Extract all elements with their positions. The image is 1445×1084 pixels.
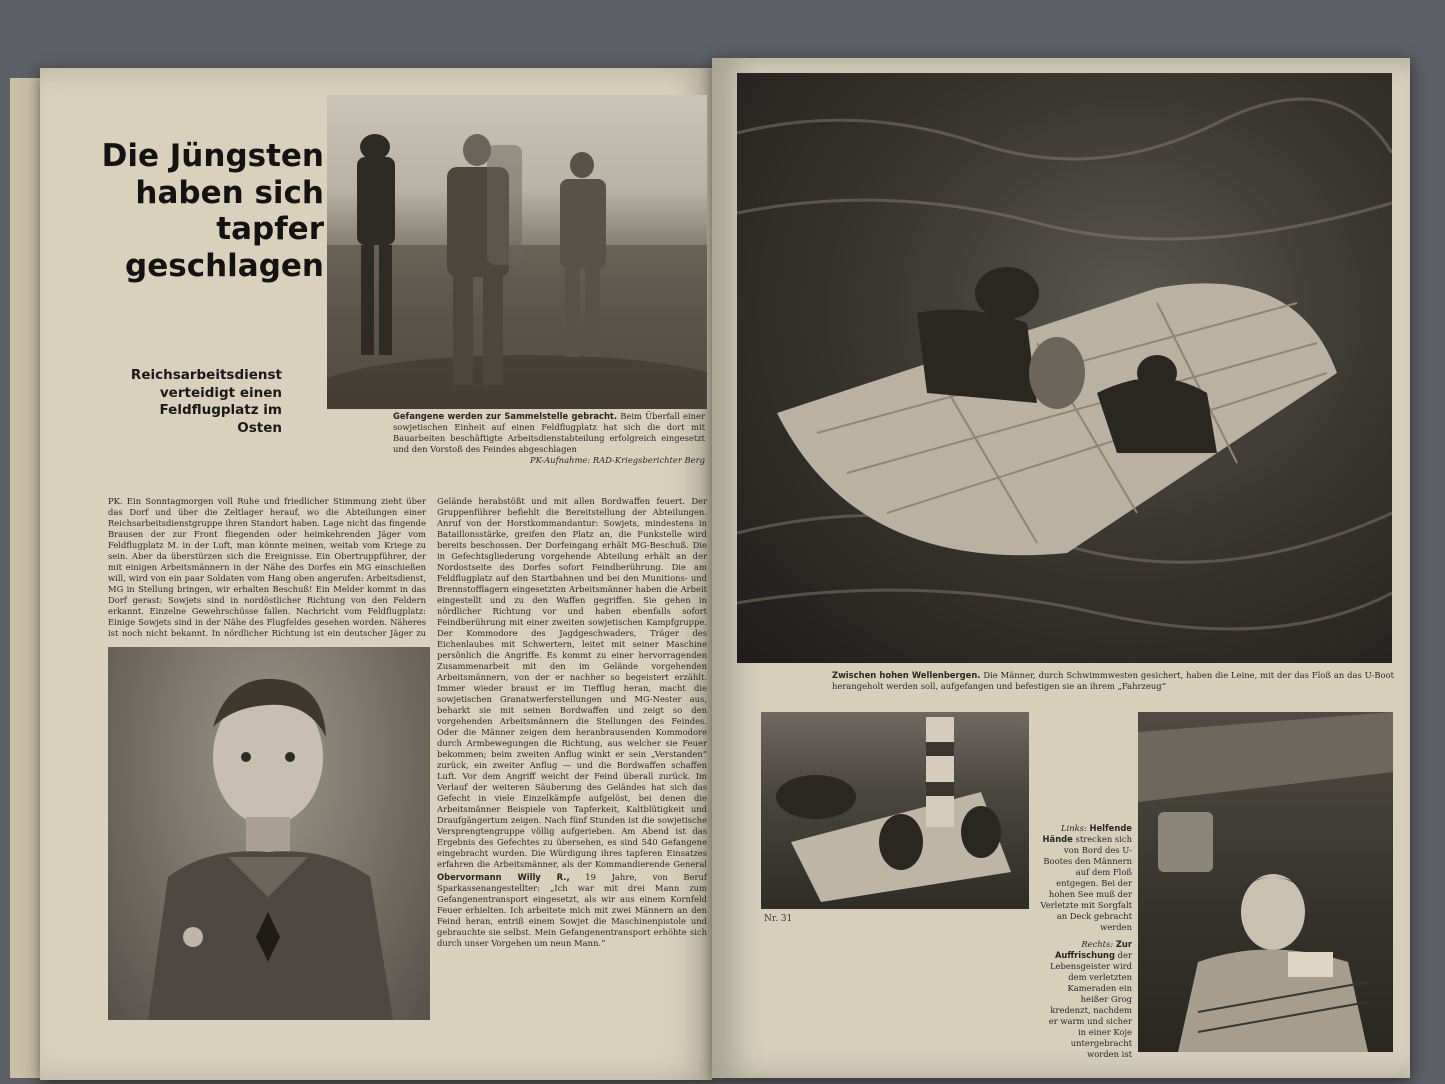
raft-illustration bbox=[737, 73, 1392, 663]
helping-hands-photo bbox=[761, 712, 1029, 909]
bunk-photo bbox=[1138, 712, 1393, 1052]
raft-caption-title: Zwischen hohen Wellenbergen. bbox=[832, 670, 981, 680]
headline-line-1: Die Jüngsten bbox=[101, 138, 324, 174]
refresh-caption-block bbox=[1040, 939, 1132, 1060]
caption-left-label: Links: bbox=[1060, 823, 1087, 833]
prisoners-photo-credit: PK-Aufnahme: RAD-Kriegsberichter Berg bbox=[530, 455, 705, 465]
raft-caption-text: Die Männer, durch Schwimmwesten gesichert, haben die Leine, mit der das Floß an das U-Boot herangeholt werden soll, aufgefangen und befestigen sie an ihrem „Fahrzeug“ bbox=[832, 670, 1394, 691]
portrait-illustration bbox=[108, 647, 430, 1020]
subhead-line-3: Feldflugplatz im bbox=[159, 402, 282, 419]
prisoners-photo bbox=[327, 95, 707, 409]
prisoners-caption-text: Beim Überfall einer sowjetischen Einheit auf einen Feldflugplatz hat sich die dort mit Bauarbeiten beschäftigte Arbeitsdienstabteilung erfolgreich eingesetzt und den Vorstoß des Feindes abgeschlagen bbox=[393, 411, 705, 454]
raft-photo-caption bbox=[832, 670, 1394, 692]
article-column-2-text: Gelände herabstößt und mit allen Bordwaffen feuert. Der Gruppenführer befiehlt die Bereitstellung der Abteilungen. Anruf von der Horstkommandantur: Sowjets, mindestens in Bataillonsstärke, greifen den Platz an, die Funkstelle wird bereits beschossen. Der Dorfeingang erhält MG-Beschuß. Die in Gefechtsgliederung vorgehende Abteilung erhält an der Nordostseite des Dorfes sofort Feindberührung. Die am Feldflugplatz auf den Startbahnen und bei den Munitions- und Brennstofflagern eingesetzten Arbeitsmänner haben die Arbeit eingestellt und zu den Waffen gegriffen. Sie gehen in nördlicher Richtung vor und haben ebenfalls sofort Feindberührung mit einer zweiten sowjetischen Kampfgruppe. Der Kommodore des Jagdgeschwaders, Träger des Eichenlaubes mit Schwertern, leitet mit seiner Maschine persönlich die Angriffe. Es kommt zu einer hervorragenden Zusammenarbeit mit den im Gelände vorgehenden Arbeitsmännern, von der er nachher so begeistert erzählt. Immer wieder braust er im Tiefflug heran, macht die sowjetischen Granatwerferstellungen und MG-Nester aus, beharkt sie mit seinen Bordwaffen und zeigt so den vorgehenden Arbeitsmännern die Stellungen des Feindes. Oder die Männer zeigen dem heranbrausenden Kommodore durch Armbewegungen die Richtung, aus welcher sie Feuer bekommen; beim zweiten Anflug winkt er sein „Verstanden“ zurück, ein zweiter Anflug — und die Bordwaffen schaffen Luft. Vor dem Angriff weicht der Feind überall zurück. Im Verlauf der weiteren Säuberung des Geländes hat sich das Gefecht in viele Einzelkämpfe aufgelöst, bei denen die Arbeitsmänner Beispiele von Tapferkeit, Kaltblütigkeit und Draufgängertum zeigen. Nach fünf Stunden ist die sowjetische Versprengtengruppe völlig aufgerieben. Am Abend ist das Ergebnis des Gefechtes zu übersehen, es sind 540 Gefangene eingebracht wurden. Die Würdigung ihres tapferen Einsatzes erfahren die Arbeitsmänner, als der Kommandierende General bbox=[437, 496, 707, 868]
article-subhead bbox=[120, 367, 282, 437]
portrait-caption-text: 19 Jahre, von Beruf Sparkassenangestellter: „Ich war mit drei Mann zum Gefangenentransport eingesetzt, als wir aus einem Kornfeld Feuer erhielten. Ich arbeitete mich mit zwei Männern an den Feind heran, entriß einem Sowjet die Maschinenpistole und gebrauchte sie selbst. Mein Gefangenentransport erhöhte sich durch unser Vorgehen um neun Mann.“ bbox=[437, 872, 707, 948]
portrait-caption-title: Obervormann Willy R., bbox=[437, 872, 570, 882]
caption-left-title: Helfende Hände bbox=[1042, 823, 1132, 844]
caption-left-text: strecken sich von Bord des U-Bootes den Männern auf dem Floß entgegen. Bei der hohen See muß der Verletzte mit Sorgfalt an Deck gebracht werden bbox=[1040, 834, 1132, 932]
helping-hands-illustration bbox=[761, 712, 1029, 909]
caption-right-label: Rechts: bbox=[1081, 939, 1114, 949]
portrait-caption bbox=[437, 872, 707, 949]
raft-photo bbox=[737, 73, 1392, 663]
headline-line-4: geschlagen bbox=[125, 247, 324, 284]
headline-line-3: tapfer bbox=[216, 211, 324, 248]
subhead-line-2: verteidigt einen bbox=[159, 384, 282, 401]
article-column-2 bbox=[437, 496, 707, 868]
article-column-1-text: PK. Ein Sonntagmorgen voll Ruhe und friedlicher Stimmung zieht über das Dorf und über die Zeltlager herauf, wo die Abteilungen einer Reichsarbeitsdienstgruppe ihren Standort haben. Lage nicht das fingende Brausen der zur Front fliegenden oder heimkehrenden Jäger vom Feldflugplatz M. in der Luft, man könnte meinen, weitab vom Kriege zu sein. Aber da überstürzen sich die Ereignisse. Ein Obertruppführer, der mit einigen Arbeitsmännern in der Nähe des Dorfes ein MG einschießen will, wird von ein paar Soldaten vom Hang oben angerufen: Arbeitsdienst, MG in Stellung bringen, wir erhalten Beschuß! Ein Melder kommt in das Dorf gerast: Sowjets sind in nordöstlicher Richtung von den Feldern erkannt. Einzelne Gewehrschüsse fallen. Nachricht vom Feldflugplatz: Einige Sowjets sind in der Nähe des Flugfeldes gesehen worden. Näheres ist noch nicht bekannt. In nördlicher Richtung ist ein deutscher Jäger zu bbox=[108, 496, 426, 638]
subhead-line-4: Osten bbox=[237, 419, 282, 436]
caption-right-text: der Lebensgeister wird dem verletzten Kameraden ein heißer Grog kredenzt, nachdem er warm und sicher in einer Koje untergebracht worden ist bbox=[1048, 950, 1132, 1059]
article-headline bbox=[96, 138, 324, 284]
prisoners-photo-caption bbox=[393, 411, 705, 466]
prisoners-caption-title: Gefangene werden zur Sammelstelle gebracht. bbox=[393, 411, 618, 421]
helping-hands-caption bbox=[1040, 823, 1132, 933]
prisoners-illustration bbox=[327, 95, 707, 409]
article-column-1 bbox=[108, 496, 426, 639]
subhead-line-1: Reichsarbeitsdienst bbox=[130, 367, 282, 383]
caption-right-title: Zur Auffrischung bbox=[1054, 939, 1132, 960]
bunk-illustration bbox=[1138, 712, 1393, 1052]
portrait-photo bbox=[108, 647, 430, 1020]
page-number-left: Nr. 31 bbox=[764, 914, 793, 924]
headline-line-2: haben sich bbox=[135, 174, 324, 211]
